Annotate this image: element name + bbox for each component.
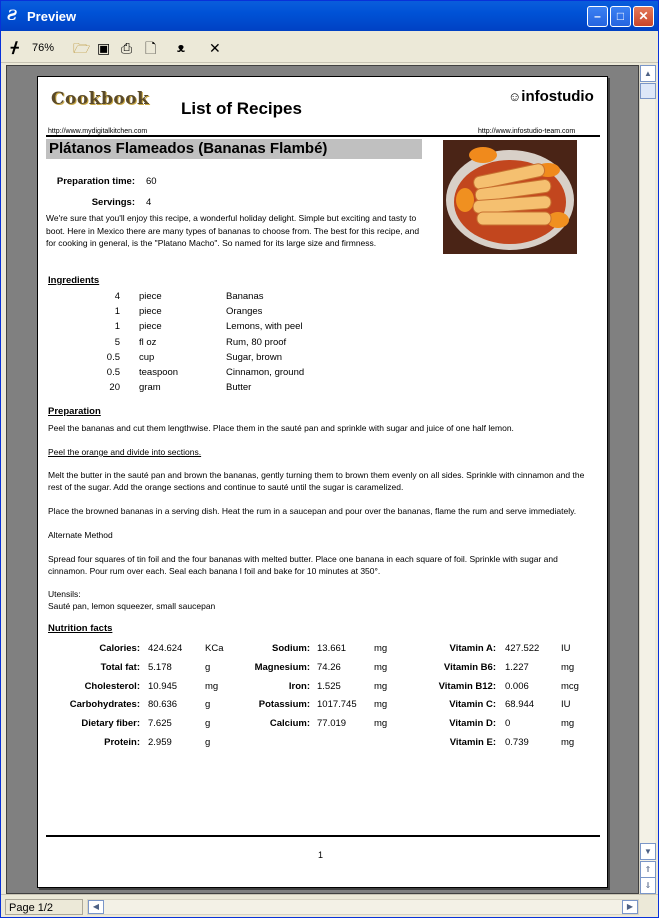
footer-rule: [46, 835, 600, 837]
page-up-button[interactable]: ⇑: [640, 861, 656, 878]
utensils-list: Sauté pan, lemon squeezer, small saucepan: [48, 601, 216, 611]
ingredient-qty: 1: [114, 321, 120, 333]
scroll-left-button[interactable]: ◀: [88, 900, 104, 914]
nutrient-unit: mg: [374, 680, 388, 692]
logo-url: http://www.mydigitalkitchen.com: [48, 128, 148, 135]
nutrient-unit: mg: [205, 680, 219, 692]
nutrient-value: 10.945: [148, 680, 178, 692]
recipe-photo: [443, 140, 577, 254]
nutrient-value: 424.624: [148, 643, 183, 654]
ingredients-heading: Ingredients: [48, 275, 100, 286]
nutrient-value: 0: [505, 718, 511, 730]
ingredient-unit: gram: [139, 382, 161, 394]
ingredient-name: Cinnamon, ground: [226, 367, 305, 378]
scroll-right-button[interactable]: ▶: [622, 900, 638, 914]
nutrient-unit: g: [205, 718, 211, 730]
nutrient-unit: mg: [374, 643, 388, 654]
prep-step-1: Peel the bananas and cut them lengthwise. Place them in the sauté pan and sprinkle with sugar and juice of one half lemon.: [48, 423, 514, 433]
nutrient-unit: KCa: [205, 643, 224, 654]
scroll-up-button[interactable]: ▲: [640, 65, 656, 82]
title-bar[interactable]: [1, 1, 658, 31]
nutrient-unit: mg: [374, 699, 388, 711]
nutrient-value: 68.944: [505, 699, 535, 711]
nutrient-unit: mg: [561, 661, 575, 673]
find-icon[interactable]: ᴥ: [177, 40, 185, 55]
nutrient-value: 7.625: [148, 718, 172, 730]
prep-time-value: 60: [146, 176, 157, 187]
report-page: [37, 76, 608, 888]
nutrient-label: Carbohydrates:: [69, 699, 140, 711]
nutrient-unit: IU: [561, 643, 571, 654]
nutrient-value: 13.661: [317, 643, 347, 654]
page-down-button[interactable]: ⇓: [640, 877, 656, 894]
ingredient-name: Rum, 80 proof: [226, 336, 287, 348]
utensils-label: Utensils:: [48, 589, 81, 599]
nutrient-value: 74.26: [317, 661, 341, 673]
ingredient-qty: 0.5: [106, 351, 120, 363]
nutrient-unit: mg: [561, 718, 575, 730]
servings-label: Servings:: [91, 197, 135, 208]
nutrient-value: 1.525: [317, 680, 341, 692]
nutrient-value: 427.522: [505, 643, 540, 654]
nutrient-value: 0.739: [505, 737, 529, 748]
nutrient-unit: g: [205, 661, 211, 673]
zoom-level[interactable]: 76%: [32, 42, 55, 54]
nutrient-value: 80.636: [148, 699, 178, 711]
open-folder-icon[interactable]: 🗁: [73, 40, 91, 56]
ingredient-qty: 4: [114, 291, 120, 302]
nutrient-unit: mg: [374, 718, 388, 730]
nutrient-value: 1.227: [505, 661, 529, 673]
nutrient-label: Vitamin A:: [449, 643, 496, 654]
ingredient-name: Bananas: [226, 291, 264, 302]
ingredient-qty: 1: [114, 306, 120, 318]
ingredient-unit: cup: [139, 351, 155, 363]
ingredient-name: Oranges: [226, 306, 263, 318]
nutrient-unit: mg: [561, 737, 575, 748]
nutrient-value: 5.178: [148, 661, 172, 673]
nutrient-label: Vitamin E:: [449, 737, 496, 748]
ingredient-name: Lemons, with peel: [226, 321, 303, 333]
vertical-scrollbar[interactable]: [639, 65, 655, 894]
nutrient-value: 2.959: [148, 737, 172, 748]
ingredient-qty: 5: [114, 336, 120, 348]
recipe-title: Plátanos Flameados (Bananas Flambé): [46, 139, 422, 159]
nutrient-label: Total fat:: [100, 661, 140, 673]
page-indicator: Page 1/2: [5, 899, 83, 915]
ingredient-unit: piece: [139, 291, 162, 302]
nutrient-unit: mg: [374, 661, 388, 673]
nutrient-unit: mcg: [561, 680, 579, 692]
ingredient-name: Butter: [226, 382, 252, 394]
nutrient-label: Vitamin B12:: [438, 680, 496, 692]
zoom-icon[interactable]: ᚋ: [11, 39, 19, 56]
nutrient-label: Magnesium:: [254, 661, 310, 673]
nutrient-label: Calories:: [99, 643, 140, 654]
app-icon: Ꙅ: [7, 8, 18, 24]
nutrient-label: Calcium:: [269, 718, 310, 730]
prep-step-4: Place the browned bananas in a serving dish. Heat the rum in a saucepan and pour over the bananas, flame the rum and serve immediately.: [48, 506, 577, 516]
nutrient-label: Vitamin C:: [449, 699, 496, 711]
print-icon[interactable]: ⎙: [121, 40, 133, 56]
prep-step-5: Spread four squares of tin foil and the four bananas with melted butter. Place one banana in each square of foil. Sprinkle with sugar and cinnamon. Pour rum over each. Seal each banana l foil and bake for 10 minutes at 350°.: [48, 554, 558, 576]
scroll-down-button[interactable]: ▼: [640, 843, 656, 860]
ingredient-unit: piece: [139, 321, 162, 333]
nutrient-label: Iron:: [288, 680, 310, 692]
prep-time-label: Preparation time:: [56, 176, 135, 187]
nutrient-label: Sodium:: [272, 643, 310, 654]
nutrient-label: Vitamin B6:: [443, 661, 496, 673]
infostudio-brand: ☺infostudio: [508, 88, 594, 105]
save-icon[interactable]: ▣: [97, 40, 111, 56]
ingredient-qty: 0.5: [106, 367, 120, 378]
header-rule: [46, 135, 600, 137]
servings-value: 4: [146, 197, 152, 208]
page-number: 1: [318, 850, 324, 860]
close-window-button[interactable]: ✕: [633, 6, 654, 27]
report-title: List of Recipes: [181, 99, 302, 118]
ingredient-name: Sugar, brown: [226, 351, 282, 363]
prep-step-2: Peel the orange and divide into sections.: [48, 447, 202, 457]
recipe-description: We're sure that you'll enjoy this recipe, a wonderful holiday delight. Simple but exciting and tasty to boot. Here in Mexico there are many types of bananas to choose from. The best for this recipe, and for cooking in general, is the "Platano Macho". So named for its large size and firmness.: [46, 213, 420, 248]
nutrient-value: 77.019: [317, 718, 347, 730]
preview-viewport[interactable]: [6, 65, 639, 894]
maximize-button[interactable]: □: [610, 6, 631, 27]
close-icon[interactable]: ✕: [209, 40, 221, 56]
nutrient-label: Vitamin D:: [449, 718, 496, 730]
brand-url: http://www.infostudio-team.com: [478, 128, 576, 135]
nutrient-unit: g: [205, 699, 211, 711]
window-title: Preview: [27, 9, 77, 24]
ingredient-unit: teaspoon: [139, 367, 179, 378]
cookbook-logo: Cookbook: [51, 89, 150, 109]
prep-step-3: Melt the butter in the sauté pan and brown the bananas, gently turning them to brown them evenly on all sides. Sprinkle with cinnamon and the rest of the sugar. Add the orange sections and continue to sauté until the sugar is caramelized.: [48, 470, 585, 492]
nutrient-label: Cholesterol:: [84, 680, 140, 692]
nutrient-label: Dietary fiber:: [81, 718, 140, 730]
nutrient-unit: IU: [561, 699, 571, 711]
toolbar: [1, 31, 658, 63]
nutrition-heading: Nutrition facts: [48, 623, 113, 634]
nutrient-value: 0.006: [505, 680, 529, 692]
alternate-method: Alternate Method: [48, 530, 113, 540]
preparation-heading: Preparation: [48, 406, 101, 417]
nutrient-value: 1017.745: [317, 699, 357, 711]
ingredient-unit: fl oz: [139, 336, 157, 348]
nutrient-label: Potassium:: [258, 699, 310, 711]
horizontal-scrollbar[interactable]: [87, 899, 639, 915]
nutrient-unit: g: [205, 737, 211, 748]
ingredient-qty: 20: [109, 382, 120, 394]
status-bar: [1, 894, 658, 917]
scroll-thumb[interactable]: [640, 83, 656, 99]
ingredient-unit: piece: [139, 306, 162, 318]
page-icon[interactable]: 🗋: [145, 40, 157, 56]
minimize-button[interactable]: –: [587, 6, 608, 27]
nutrient-label: Protein:: [104, 737, 140, 748]
